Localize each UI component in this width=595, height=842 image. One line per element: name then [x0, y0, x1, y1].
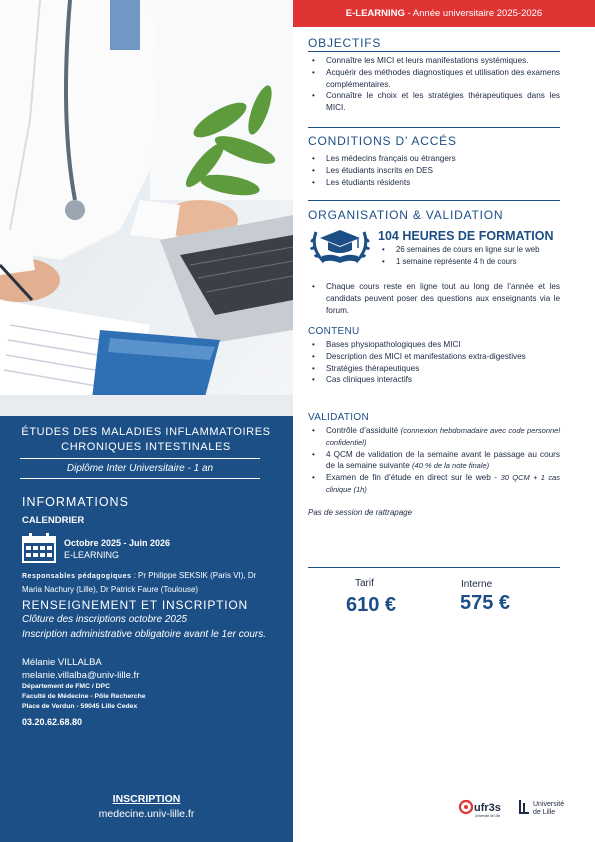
ufr3s-wordmark: ufr3s — [474, 802, 501, 814]
registration-closing: Clôture des inscriptions octobre 2025 — [22, 614, 188, 625]
program-title-line2: CHRONIQUES INTESTINALES — [61, 441, 231, 453]
banner-year: - Année universitaire 2025-2026 — [404, 8, 543, 19]
no-retake-note: Pas de session de rattrapage — [308, 508, 413, 517]
divider — [20, 478, 260, 479]
calendar-heading: CALENDRIER — [22, 515, 85, 526]
program-title — [20, 425, 272, 455]
list-item — [308, 472, 560, 496]
validation-note: 30 QCM + 1 cas clinique (1h) — [326, 473, 560, 494]
program-title-line1: ÉTUDES DES MALADIES INFLAMMATOIRES — [21, 426, 271, 438]
responsables-text: : Pr Philippe SEKSIK (Paris VI), Dr Maria Nachury (Lille), Dr Patrick Faure (Toulouse) — [22, 571, 257, 594]
divider — [20, 458, 260, 459]
list-item: • Description des MICI et manifestations extra-digestives — [308, 351, 560, 363]
objectifs-heading: OBJECTIFS — [308, 36, 382, 50]
doctor-photo — [0, 0, 293, 416]
info-heading: INFORMATIONS — [22, 495, 129, 509]
calendar-icon — [22, 533, 56, 568]
list-item: • Bases physiopathologiques des MICI — [308, 339, 560, 351]
diploma-type: Diplôme Inter Universitaire - 1 an — [66, 463, 214, 474]
validation-heading: VALIDATION — [308, 412, 369, 423]
divider — [308, 567, 560, 568]
univ-line1: Université — [533, 801, 565, 808]
list-item: • Les étudiants inscrits en DES — [308, 165, 560, 177]
list-item — [308, 449, 560, 473]
list-item: • 1 semaine représente 4 h de cours — [380, 256, 565, 268]
responsables-label: Responsables pédagogiques — [22, 573, 132, 580]
list-item: • Connaître les MICI et leurs manifestations systémiques. — [308, 55, 560, 67]
conditions-list — [308, 153, 560, 188]
calendar-mode: E-LEARNING — [64, 550, 120, 560]
validation-text: Contrôle d’assiduité — [326, 426, 401, 435]
list-item — [308, 425, 560, 449]
validation-text: Examen de fin d’étude en direct sur le web - — [326, 473, 501, 483]
address-line: Place de Verdun - 59045 Lille Cedex — [22, 703, 138, 710]
divider — [308, 200, 560, 201]
banner-bold: E-LEARNING — [345, 8, 405, 19]
interne-label: Interne — [461, 579, 493, 590]
tarif-label: Tarif — [355, 578, 374, 589]
responsables — [22, 570, 277, 596]
ufr3s-logo — [458, 798, 508, 823]
contenu-heading: CONTENU — [308, 326, 360, 337]
top-banner — [293, 0, 595, 27]
contact-address — [22, 682, 146, 712]
contact-email[interactable]: melanie.villalba@univ-lille.fr — [22, 670, 140, 681]
ufr3s-subline: Université de Lille — [475, 814, 501, 818]
list-item: • 26 semaines de cours en ligne sur le web — [380, 244, 565, 256]
divider — [308, 51, 560, 52]
contact-name: Mélanie VILLALBA — [22, 657, 102, 668]
hours-heading: 104 HEURES DE FORMATION — [378, 229, 554, 243]
list-item: • Connaître le choix et les stratégies thérapeutiques dans les MICI. — [308, 90, 560, 114]
registration-heading: RENSEIGNEMENT ET INSCRIPTION — [22, 598, 248, 612]
list-item: • Les étudiants résidents — [308, 177, 560, 189]
inscription-link[interactable]: medecine.univ-lille.fr — [98, 808, 195, 820]
list-item: • Chaque cours reste en ligne tout au long de l’année et les candidats peuvent poser des questions aux enseignants via le forum. — [308, 281, 560, 316]
interne-value: 575 € — [460, 592, 511, 614]
list-item: • Les médecins français ou étrangers — [308, 153, 560, 165]
univ-line2: de Lille — [533, 809, 556, 816]
contenu-list — [308, 339, 560, 386]
contact-phone: 03.20.62.68.80 — [22, 717, 83, 727]
calendar-dates: Octobre 2025 - Juin 2026 — [64, 538, 171, 548]
left-panel — [0, 0, 293, 842]
conditions-heading: CONDITIONS D’ ACCÉS — [308, 134, 457, 148]
list-item: • Acquérir des méthodes diagnostiques et utilisation des examens complémentaires. — [308, 67, 560, 91]
universite-lille-logo — [519, 798, 571, 823]
registration-admin: Inscription administrative obligatoire avant le 1er cours. — [22, 629, 267, 640]
tarif-value: 610 € — [346, 594, 397, 616]
organisation-heading: ORGANISATION & VALIDATION — [308, 208, 504, 222]
divider — [308, 127, 560, 128]
validation-list — [308, 425, 560, 496]
inscription-heading[interactable]: INSCRIPTION — [112, 793, 181, 805]
list-item: • Cas cliniques interactifs — [308, 374, 560, 386]
address-line: Département de FMC / DPC — [22, 683, 110, 690]
graduation-cap-icon — [308, 226, 372, 271]
validation-text: 4 QCM de validation de la semaine avant le passage au cours de la semaine suivante — [326, 449, 560, 471]
validation-note: (40 % de la note finale) — [412, 461, 490, 471]
objectifs-list — [308, 55, 560, 114]
list-item: • Stratégies thérapeutiques — [308, 363, 560, 375]
validation-note: (connexion hebdomadaire avec code personnel confidentiel) — [326, 426, 560, 447]
hours-list — [380, 244, 565, 268]
forum-list — [308, 281, 560, 316]
address-line: Faculté de Médecine - Pôle Recherche — [22, 693, 146, 700]
